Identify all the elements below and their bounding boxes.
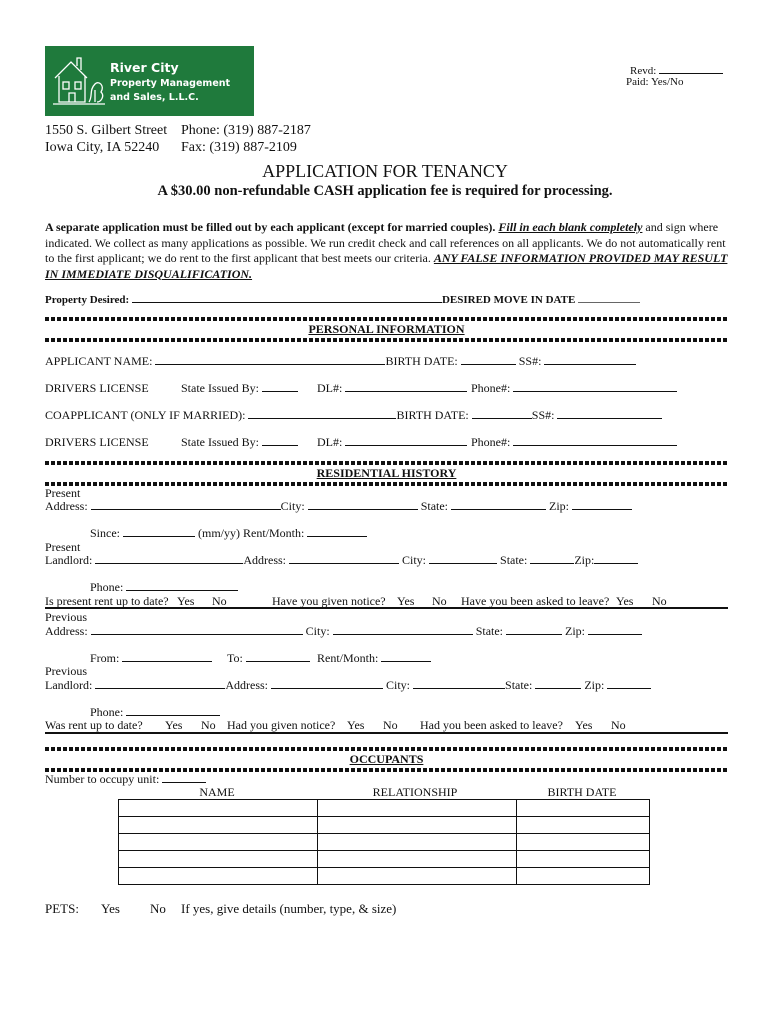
coapplicant-field[interactable]: [248, 408, 396, 419]
leave-yes-option[interactable]: Yes: [616, 594, 634, 608]
p-landlord-address-label: Address:: [225, 678, 268, 692]
landlord-label: Landlord:: [45, 553, 93, 567]
table-row: [119, 851, 650, 868]
received-field: [630, 63, 723, 77]
previous-address-field[interactable]: [91, 624, 303, 635]
p-landlord-zip-label: Zip:: [584, 678, 605, 692]
previous-zip-label: Zip:: [565, 624, 586, 638]
dl-row: [317, 381, 467, 396]
rent-month-field[interactable]: [307, 526, 367, 537]
applicant-row: [45, 354, 636, 369]
p-landlord-city-label: City:: [386, 678, 411, 692]
occupant-name-cell[interactable]: [119, 851, 318, 868]
p-landlord-field[interactable]: [95, 678, 225, 689]
landlord-phone-field[interactable]: [126, 580, 238, 591]
occupant-birth-date-cell[interactable]: [517, 800, 650, 817]
landlord-city-field[interactable]: [429, 553, 497, 564]
co-birth-date-label: BIRTH DATE:: [396, 408, 469, 422]
divider-dashed: [45, 482, 728, 486]
landlord-state-field[interactable]: [530, 553, 574, 564]
dl-label: DL#:: [317, 381, 343, 395]
pets-label: PETS:: [45, 901, 79, 916]
state-issued-field[interactable]: [262, 381, 298, 392]
since-label: Since:: [90, 526, 120, 540]
landlord-phone-row: [90, 580, 238, 595]
from-field[interactable]: [122, 651, 212, 662]
present-state-label: State:: [420, 499, 449, 513]
previous-landlord-row: [45, 678, 651, 693]
occupant-birth-date-header: BIRTH DATE: [547, 785, 617, 799]
had-asked-yes-option[interactable]: Yes: [575, 718, 593, 732]
occupant-name-cell[interactable]: [119, 834, 318, 851]
occupant-birth-date-cell[interactable]: [517, 868, 650, 885]
table-row: [119, 868, 650, 885]
landlord-field[interactable]: [95, 553, 243, 564]
landlord-phone-label: Phone:: [90, 580, 124, 594]
p-landlord-phone-field[interactable]: [126, 705, 220, 716]
from-label: From:: [90, 651, 120, 665]
ss-field[interactable]: [544, 354, 636, 365]
paid-label: Paid: Yes/No: [626, 76, 684, 88]
p-landlord-label: Landlord:: [45, 678, 93, 692]
present-city-label: City:: [280, 499, 305, 513]
pets-details-label: If yes, give details (number, type, & size): [181, 901, 397, 916]
landlord-city-label: City:: [402, 553, 427, 567]
occupant-relationship-header: RELATIONSHIP: [372, 785, 458, 799]
table-row: [119, 834, 650, 851]
phone-field[interactable]: [513, 381, 677, 392]
rent-up-to-date-label: Is present rent up to date?: [45, 594, 169, 608]
p-landlord-zip-field[interactable]: [607, 678, 651, 689]
state-issued-row: [181, 381, 298, 396]
occupant-birth-date-cell[interactable]: [517, 851, 650, 868]
occupant-relationship-cell[interactable]: [318, 868, 517, 885]
from-row: [90, 651, 212, 666]
landlord-state-label: State:: [500, 553, 528, 567]
property-desired-label: Property Desired:: [45, 294, 130, 306]
co-state-issued-label: State Issued By:: [181, 435, 259, 449]
since-field[interactable]: [123, 526, 195, 537]
table-row: [119, 817, 650, 834]
fee-notice: A $30.00 non-refundable CASH application fee is required for processing.: [157, 183, 613, 199]
present-landlord-row: [45, 553, 638, 568]
occupant-relationship-cell[interactable]: [318, 800, 517, 817]
phone-label: Phone#:: [471, 381, 511, 395]
divider-dashed: [45, 338, 728, 342]
occupant-relationship-cell[interactable]: [318, 851, 517, 868]
office-fax: Fax: (319) 887-2109: [181, 140, 297, 155]
landlord-address-field[interactable]: [289, 553, 399, 564]
previous-address-row: [45, 624, 642, 639]
co-dl-label: DL#:: [317, 435, 343, 449]
street-address: 1550 S. Gilbert Street: [45, 123, 168, 138]
present-state-field[interactable]: [451, 499, 546, 510]
present-city-field[interactable]: [308, 499, 418, 510]
applicant-name-field[interactable]: [155, 354, 385, 365]
intro-paragraph: [45, 220, 728, 282]
company-logo: [45, 46, 254, 116]
since-row: [90, 526, 367, 541]
occupants-header: OCCUPANTS: [349, 752, 424, 766]
co-ss-label: SS#:: [531, 408, 555, 422]
rent-yes-option[interactable]: Yes: [177, 594, 195, 608]
intro-text: and sign where indicated. We collect as many applications as possible. We run credit check and call references on all applicants. We do not automatically rent to the first applicant; we do rent to the first applicant that best meets our criteria.: [45, 220, 726, 265]
previous-label: Previous: [45, 610, 87, 624]
had-notice-yes-option[interactable]: Yes: [347, 718, 365, 732]
notice-yes-option[interactable]: Yes: [397, 594, 415, 608]
notice-no-option[interactable]: No: [432, 594, 447, 608]
property-desired-row: [45, 292, 640, 306]
present-zip-field[interactable]: [572, 499, 632, 510]
number-occupy-field[interactable]: [162, 772, 206, 783]
asked-to-leave-label: Have you been asked to leave?: [461, 594, 610, 608]
had-asked-label: Had you been asked to leave?: [420, 718, 563, 732]
office-phone: Phone: (319) 887-2187: [181, 123, 311, 138]
occupant-name-cell[interactable]: [119, 817, 318, 834]
coapplicant-label: COAPPLICANT (ONLY IF MARRIED):: [45, 408, 246, 422]
landlord-zip-field[interactable]: [594, 553, 638, 564]
was-rent-label: Was rent up to date?: [45, 718, 143, 732]
co-state-issued-field[interactable]: [262, 435, 298, 446]
previous-city-label: City:: [305, 624, 330, 638]
pets-no-option[interactable]: No: [150, 901, 166, 916]
occupant-birth-date-cell[interactable]: [517, 817, 650, 834]
birth-date-field[interactable]: [461, 354, 516, 365]
to-label: To:: [227, 651, 243, 665]
previous-city-field[interactable]: [333, 624, 473, 635]
co-dl-row: [317, 435, 467, 450]
p-landlord-address-field[interactable]: [271, 678, 383, 689]
previous-address-label: Address:: [45, 624, 88, 638]
co-phone-row: [471, 435, 677, 450]
present-zip-label: Zip:: [549, 499, 570, 513]
phone-row: [471, 381, 677, 396]
received-label: Revd:: [630, 65, 657, 77]
given-notice-label: Have you given notice?: [272, 594, 386, 608]
co-birth-date-field[interactable]: [472, 408, 532, 419]
number-occupy-label: Number to occupy unit:: [45, 772, 160, 786]
previous-landlord-label: Previous: [45, 664, 87, 678]
dl-field[interactable]: [345, 381, 467, 392]
rent-no-option[interactable]: No: [212, 594, 227, 608]
pets-yes-option[interactable]: Yes: [101, 901, 120, 916]
present-landlord-label: Present: [45, 540, 81, 554]
divider-dashed: [45, 461, 728, 465]
was-rent-yes-option[interactable]: Yes: [165, 718, 183, 732]
residential-history-header: RESIDENTIAL HISTORY: [316, 466, 457, 480]
occupant-name-header: NAME: [199, 785, 235, 799]
to-field[interactable]: [246, 651, 310, 662]
city-address: Iowa City, IA 52240: [45, 140, 160, 155]
co-state-issued-row: [181, 435, 298, 450]
leave-no-option[interactable]: No: [652, 594, 667, 608]
divider-dashed: [45, 747, 728, 751]
p-landlord-state-field[interactable]: [535, 678, 581, 689]
had-notice-label: Had you given notice?: [227, 718, 336, 732]
house-logo-icon: [49, 50, 109, 112]
co-drivers-license-label: DRIVERS LICENSE: [45, 435, 149, 449]
previous-state-label: State:: [475, 624, 504, 638]
coapplicant-row: [45, 408, 662, 423]
drivers-license-label: DRIVERS LICENSE: [45, 381, 149, 395]
had-asked-no-option[interactable]: No: [611, 718, 626, 732]
false-info-warning: ANY FALSE INFORMATION PROVIDED MAY RESULT IN IMMEDIATE DISQUALIFICATION.: [45, 251, 728, 281]
table-row: [119, 800, 650, 817]
previous-state-field[interactable]: [506, 624, 562, 635]
co-phone-label: Phone#:: [471, 435, 511, 449]
rent-month-label: (mm/yy) Rent/Month:: [198, 526, 305, 540]
was-rent-no-option[interactable]: No: [201, 718, 216, 732]
prev-rent-row: [317, 651, 431, 666]
co-phone-field[interactable]: [513, 435, 677, 446]
landlord-zip-label: Zip:: [574, 553, 595, 567]
p-landlord-phone-label: Phone:: [90, 705, 124, 719]
birth-date-label: BIRTH DATE:: [385, 354, 458, 368]
occupant-name-cell[interactable]: [119, 800, 318, 817]
personal-info-header: PERSONAL INFORMATION: [308, 322, 465, 336]
logo-line-2: Property Management: [110, 78, 231, 89]
page-title: APPLICATION FOR TENANCY: [262, 161, 508, 181]
had-notice-no-option[interactable]: No: [383, 718, 398, 732]
present-address-row: [45, 499, 632, 514]
move-in-label: DESIRED MOVE IN DATE: [441, 294, 576, 306]
logo-line-3: and Sales, L.L.C.: [110, 92, 199, 103]
p-landlord-state-label: State:: [505, 678, 533, 692]
occupant-name-cell[interactable]: [119, 868, 318, 885]
occupant-relationship-cell[interactable]: [318, 834, 517, 851]
applicant-name-label: APPLICANT NAME:: [45, 354, 153, 368]
divider-solid: [45, 607, 728, 609]
to-row: [227, 651, 310, 666]
present-address-field[interactable]: [91, 499, 281, 510]
intro-bold: A separate application must be filled out by each applicant (except for married couples).: [45, 220, 496, 234]
present-address-label: Address:: [45, 499, 88, 513]
occupant-relationship-cell[interactable]: [318, 817, 517, 834]
divider-dashed: [45, 317, 728, 321]
intro-emphasis: Fill in each blank completely: [498, 220, 643, 234]
ss-label: SS#:: [518, 354, 542, 368]
occupants-table: [118, 799, 650, 885]
prev-rent-label: Rent/Month:: [317, 651, 379, 665]
divider-solid: [45, 732, 728, 734]
state-issued-label: State Issued By:: [181, 381, 259, 395]
prev-rent-field[interactable]: [381, 651, 431, 662]
co-ss-field[interactable]: [557, 408, 662, 419]
occupant-birth-date-cell[interactable]: [517, 834, 650, 851]
previous-zip-field[interactable]: [588, 624, 642, 635]
p-landlord-city-field[interactable]: [413, 678, 505, 689]
co-dl-field[interactable]: [345, 435, 467, 446]
present-label: Present: [45, 486, 81, 500]
move-in-field[interactable]: [578, 292, 640, 303]
landlord-address-label: Address:: [243, 553, 286, 567]
logo-line-1: River City: [110, 60, 179, 75]
property-desired-field[interactable]: [132, 292, 442, 303]
